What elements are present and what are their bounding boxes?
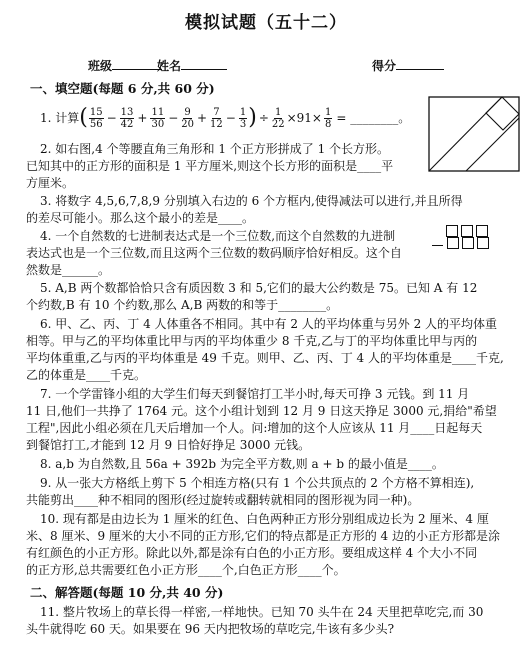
q10-line1: 10. 现有都是由边长为 1 厘米的红色、白色两种正方形分别组成边长为 2 厘米、4 厘 [40,512,489,526]
digit-box [462,237,474,249]
q10-line2: 米、8 厘米、9 厘米的大小不同的正方形,它们的特点都是正方形的 4 边的小正方形都是涂 [26,529,500,543]
digit-box [447,237,459,249]
digit-box [461,225,473,237]
q2-line1: 2. 如右图,4 个等腰直角三角形和 1 个正方形拼成了 1 个长方形。 [40,142,390,156]
digit-box [476,225,488,237]
fraction-6: $\frac{1}{3}$ [239,106,247,130]
minus-sign [432,245,443,246]
score-field [372,57,444,74]
q11-line2: 头牛就得吃 60 天。如果要在 96 天内把牧场的草吃完,牛该有多少头? [26,622,395,636]
q9-line2: 共能剪出____种不相同的图形(经过旋转或翻转就相同的图形视为同一种)。 [26,493,420,507]
section1-heading: 一、填空题(每题 6 分,共 60 分) [30,81,215,96]
q1 [40,104,410,132]
fraction-3: $\frac{11}{30}$ [151,106,165,130]
q6-line2: 相等。甲与乙的平均体重比甲与丙的平均体重少 8 千克,乙与丁的平均体重比甲与丙的 [26,334,478,348]
section2-heading: 二、解答题(每题 10 分,共 40 分) [30,585,224,600]
triangles-square-figure [428,96,520,172]
q9-line1: 9. 从一张大方格纸上剪下 5 个相连方格(只有 1 个公共顶点的 2 个方格不算相连), [40,476,475,490]
digit-box [477,237,489,249]
op-minus: − [225,111,236,125]
fraction-8: $\frac{1}{8}$ [325,106,332,130]
digit-box [446,225,458,237]
fraction-7: $\frac{1}{22}$ [271,106,285,130]
q7-line2: 11 日,他们一共挣了 1764 元。这个小组计划到 12 月 9 日这天挣足 3000 元,捐给"希望 [26,404,497,418]
times-91: ×91× [286,111,322,125]
fraction-4: $\frac{9}{20}$ [181,106,194,130]
q7-line3: 工程",因此小组必须在几天后增加一个人。问:增加的这个人应该从 11 月____日起每天 [26,421,483,435]
fraction-5: $\frac{7}{12}$ [210,106,223,130]
class-field [88,57,162,74]
q2-line2: 已知其中的正方形的面积是 1 平方厘米,则这个长方形的面积是____平 [26,159,394,173]
fraction-2: $\frac{13}{42}$ [120,106,134,130]
op-plus: + [137,111,148,125]
q2-line3: 方厘米。 [26,176,75,190]
fraction-1: 15 56 [89,106,103,130]
q6-line1: 6. 甲、乙、丙、丁 4 人体重各不相同。其中有 2 人的平均体重与另外 2 人的平均体重 [40,317,498,331]
name-blank [181,57,227,70]
q5-line2: 个约数,B 有 10 个约数,那么 A,B 两数的和等于________。 [26,298,339,312]
page-title: 模拟试题（五十二） [185,13,347,33]
q1-tail: = ________。 [336,111,411,125]
op-minus: − [106,111,117,125]
score-label: 得分 [372,59,397,73]
name-label: 姓名 [157,59,182,73]
right-paren: ) [248,105,257,130]
q7-line1: 7. 一个学雷锋小组的大学生们每天到餐馆打工半小时,每天可挣 3 元钱。到 11 月 [40,387,470,401]
q8-line1: 8. a,b 为自然数,且 56a + 392b 为完全平方数,则 a + b 的最小值是____。 [40,457,444,471]
q7-line4: 到餐馆打工,才能到 12 月 9 日恰好挣足 3000 元钱。 [26,438,311,452]
name-field [157,57,227,74]
q4-line1: 4. 一个自然数的七进制表达式是一个三位数,而这个自然数的九进制 [40,229,396,243]
op-divide: ÷ [258,111,269,125]
q6-line4: 乙的体重是____千克。 [26,368,147,382]
q1-prefix: 1. 计算 [40,111,80,125]
subtraction-boxes-bottom [432,237,492,252]
class-blank [112,57,162,70]
q3-line2: 的差尽可能小。那么这个最小的差是____。 [26,211,255,225]
q5-line1: 5. A,B 两个数都恰恰只含有质因数 3 和 5,它们的最大公约数是 75。已知 A 有 12 [40,281,478,295]
score-blank [396,57,444,70]
op-minus: − [168,111,179,125]
q3-line1: 3. 将数字 4,5,6,7,8,9 分别填入右边的 6 个方框内,使得减法可以进行,并且所得 [40,194,463,208]
q11-line1: 11. 整片牧场上的草长得一样密,一样地快。已知 70 头牛在 24 天里把草吃完,而 30 [40,605,484,619]
left-paren: ( [79,105,88,130]
q6-line3: 平均体重重,乙与丙的平均体重是 49 千克。则甲、乙、丙、丁 4 人的平均体重是____千克, [26,351,504,365]
class-label: 班级 [88,59,113,73]
op-plus: + [196,111,208,125]
q10-line3: 有红颜色的小正方形。除此以外,都是涂有白色的小正方形。要组成这样 4 个大小不同 [26,546,478,560]
q4-line3: 然数是______。 [26,263,111,277]
q10-line4: 的正方形,总共需要红色小正方形____个,白色正方形____个。 [26,563,346,577]
q4-line2: 表达式也是一个三位数,而且这两个三位数的数码顺序恰好相反。这个自 [26,246,402,260]
